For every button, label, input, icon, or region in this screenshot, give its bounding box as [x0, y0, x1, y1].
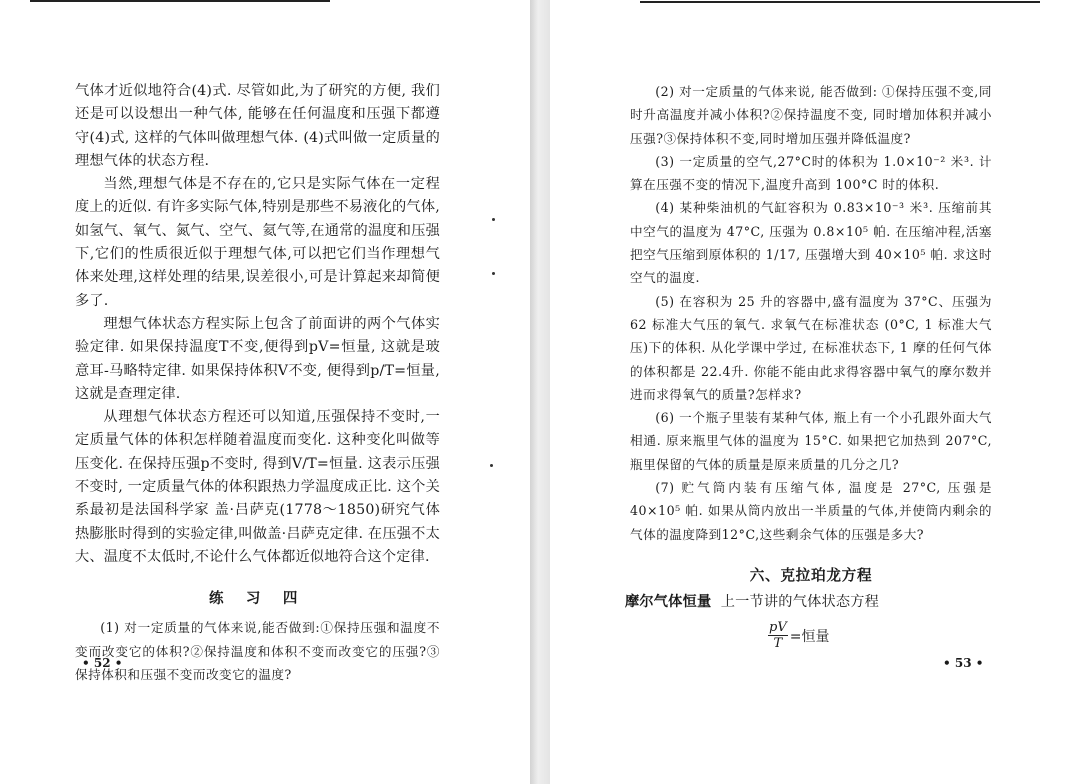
page-number-left: • 52 •: [82, 656, 123, 670]
exercise-heading: 练 习 四: [208, 590, 307, 608]
paragraph-ideal-gas-approximation: 当然,理想气体是不存在的,它只是实际气体在一定程度上的近似. 有许多实际气体,特别是那些不易液化的气体,如氢气、氧气、氮气、空气、氦气等,在通常的温度和压强下,它们的性质很近似于理想气体,可以把它们当作理想气体来处理,这样处理的结果,误差很小,可是计算起来却简便多了.: [75, 176, 440, 309]
exercise-item-5: (5) 在容积为 25 升的容器中,盛有温度为 37°C、压强为 62 标准大气压的氧气. 求氧气在标准状态 (0°C, 1 标准大气压)下的体积. 从化学课中学过, 在标准状态下, 1 摩的任何气体的体积都是 22.4升. 你能不能由此求得容器中氧气的摩尔数并进而求得氧气的质量?怎样求?: [630, 293, 992, 402]
left-page: [0, 0, 530, 784]
subsection-text: 上一节讲的气体状态方程: [720, 593, 880, 610]
exercise-item-3: (3) 一定质量的空气,27°C时的体积为 1.0×10⁻² 米³. 计算在压强不变的情况下,温度升高到 100°C 时的体积.: [630, 153, 992, 193]
state-equation-formula: [768, 621, 829, 651]
exercise-item-4: (4) 某种柴油机的气缸容积为 0.83×10⁻³ 米³. 压缩前其中空气的温度为 47°C, 压强为 0.8×10⁵ 帕. 在压缩冲程,活塞把空气压缩到原体积的 1/17, 压强增大到 40×10⁵ 帕. 求这时空气的温度.: [630, 200, 992, 286]
exercise-item-7: (7) 贮气筒内装有压缩气体, 温度是 27°C, 压强是 40×10⁵ 帕. 如果从筒内放出一半质量的气体,并使筒内剩余的气体的温度降到12°C,这些剩余气体的压强是多大?: [630, 480, 992, 542]
paragraph-gas-laws: 理想气体状态方程实际上包含了前面讲的两个气体实验定律. 如果保持温度T不变,便得到pV=恒量, 这就是玻意耳-马略特定律. 如果保持体积V不变, 便得到p/T=恒量, 这就是查理定律.: [75, 315, 440, 402]
exercise-item-1: (1) 对一定质量的气体来说,能否做到:①保持压强和温度不变而改变它的体积?②保持温度和体积不变而改变它的压强?③保持体积和压强不变而改变它的温度?: [75, 620, 440, 682]
right-column: [625, 80, 992, 614]
subsection-title: 摩尔气体恒量: [625, 593, 712, 610]
formula-rhs: =恒量: [789, 629, 830, 645]
formula-numerator: pV: [769, 620, 787, 635]
scan-speck: [492, 272, 495, 275]
paragraph-ideal-gas-definition: 气体才近似地符合(4)式. 尽管如此,为了研究的方便, 我们还是可以设想出一种气体, 能够在任何温度和压强下都遵守(4)式, 这样的气体叫做理想气体. (4)式叫做一定质量的理想气体的状态方程.: [75, 83, 440, 169]
subsection-line: [625, 591, 992, 614]
formula-fraction: [768, 621, 788, 651]
paragraph-isobaric-change: 从理想气体状态方程还可以知道,压强保持不变时,一定质量气体的体积怎样随着温度而变化. 这种变化叫做等压变化. 在保持压强p不变时, 得到V/T=恒量. 这表示压强不变时, 一定质量气体的体积跟热力学温度成正比. 这个关系最初是法国科学家 盖·吕萨克(1778～1850)研究气体热膨胀时得到的实验定律,叫做盖·吕萨克定律. 在压强不太大、温度不太低时,不论什么气体都近似地符合这个定律.: [75, 409, 440, 565]
formula-denominator: T: [773, 636, 783, 651]
exercise-item-2: (2) 对一定质量的气体来说, 能否做到: ①保持压强不变,同时升高温度并减小体积?②保持温度不变, 同时增加体积并减小压强?③保持体积不变,同时增加压强并降低温度?: [630, 84, 992, 146]
scan-speck: [492, 218, 495, 221]
left-column: [75, 80, 440, 686]
page-number-right: • 53 •: [943, 656, 984, 670]
scan-speck: [490, 464, 493, 467]
book-gutter: [530, 0, 550, 784]
top-rule: [30, 0, 330, 2]
exercise-item-6: (6) 一个瓶子里装有某种气体, 瓶上有一个小孔跟外面大气相通. 原来瓶里气体的温度为 15°C. 如果把它加热到 207°C, 瓶里保留的气体的质量是原来质量的几分之几?: [630, 410, 992, 472]
section-heading: 六、克拉珀龙方程: [749, 566, 873, 584]
top-rule: [640, 1, 1040, 3]
